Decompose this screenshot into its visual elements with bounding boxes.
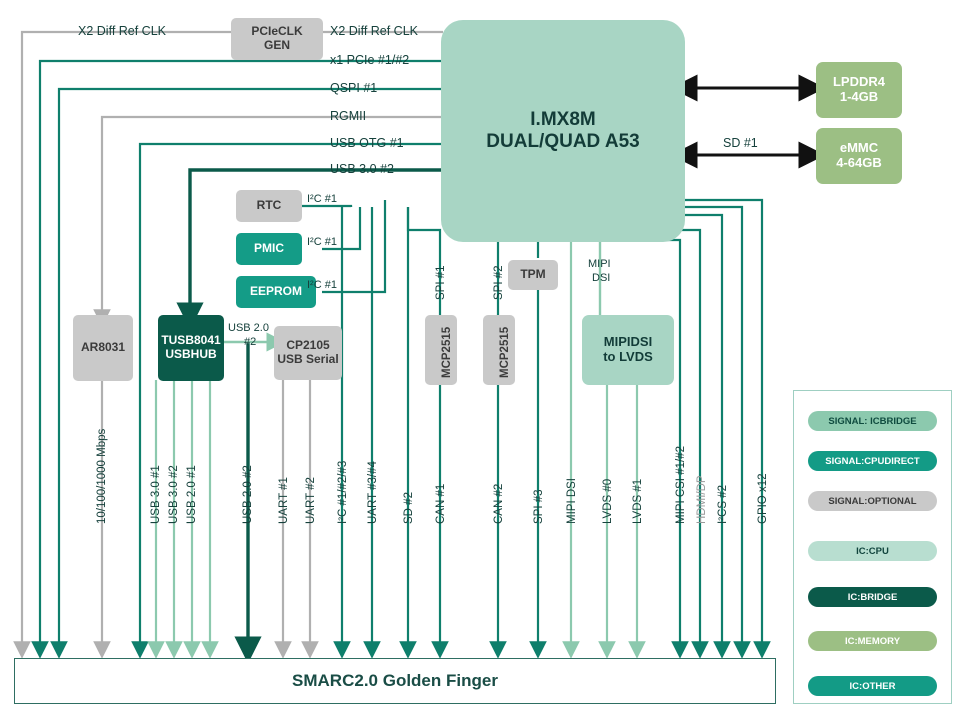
bottom-label-mipi-dsi: MIPI DSI <box>566 477 578 524</box>
block-pmic <box>236 233 302 265</box>
label-usb20-2-line1: USB 2.0 <box>228 322 269 334</box>
golden-finger-connector <box>14 658 776 704</box>
mipidsi-line2: to LVDS <box>603 349 653 364</box>
bottom-label-uart2: UART #2 <box>305 477 317 524</box>
block-tusb8041-usbhub <box>158 315 224 381</box>
tusb-line1: TUSB8041 <box>161 333 221 348</box>
legend-label: IC:OTHER <box>849 680 896 692</box>
label-spi2: SPI #2 <box>493 265 505 300</box>
label-x2-diff-ref-clk-left: X2 Diff Ref CLK <box>78 24 167 38</box>
bottom-label-gpio: GPIO x12 <box>757 473 769 524</box>
bottom-label-i2c-bus: I²C #1/#2/#3 <box>337 460 349 524</box>
legend-label: SIGNAL: ICBRIDGE <box>828 415 917 427</box>
lpddr4-line2: 1-4GB <box>839 89 879 104</box>
label-i2c-eeprom: I²C #1 <box>307 279 337 291</box>
eeprom-label: EEPROM <box>249 284 302 299</box>
block-mipidsi-to-lvds <box>582 315 674 385</box>
bottom-label-can2: CAN #2 <box>493 483 505 524</box>
label-mipi-dsi-line2: DSI <box>592 272 611 284</box>
tusb-line2: USBHUB <box>165 347 217 361</box>
legend-label: SIGNAL:OPTIONAL <box>828 495 917 507</box>
bottom-label-ethernet: 10/100/1000 Mbps <box>96 428 108 524</box>
block-cp2105-usb-serial <box>274 326 342 380</box>
label-i2c-pmic: I²C #1 <box>307 236 337 248</box>
cpu-label-line2: DUAL/QUAD A53 <box>486 131 640 152</box>
legend-item-ic-cpu <box>808 541 937 561</box>
bottom-label-uart1: UART #1 <box>278 477 290 524</box>
bottom-label-spi3: SPI #3 <box>533 489 545 524</box>
legend-item-ic-memory <box>808 631 937 651</box>
golden-finger-label: SMARC2.0 Golden Finger <box>292 671 498 690</box>
legend-item-signal-cpudirect <box>808 451 937 471</box>
legend-label: IC:MEMORY <box>844 635 901 647</box>
ar8031-label: AR8031 <box>80 340 126 355</box>
cp2105-line1: CP2105 <box>286 338 330 353</box>
lpddr4-line1: LPDDR4 <box>832 74 885 90</box>
legend-item-signal-optional <box>808 491 937 511</box>
emmc-line2: 4-64GB <box>836 155 882 170</box>
block-imx8m <box>441 20 685 242</box>
legend-item-signal-icbridge <box>808 411 937 431</box>
legend-item-ic-other <box>808 676 937 696</box>
block-eeprom <box>236 276 316 308</box>
pcieclk-line1: PCIeCLK <box>251 24 303 39</box>
block-mcp2515-a <box>425 315 457 385</box>
legend-label: IC:CPU <box>856 545 889 557</box>
label-rgmii: RGMII <box>330 109 367 123</box>
label-usb20-2-line2: #2 <box>244 336 257 348</box>
block-mcp2515-b <box>483 315 515 385</box>
block-rtc <box>236 190 302 222</box>
bottom-label-mipi-csi: MIPI CSI #1/#2 <box>675 446 687 524</box>
legend-label: IC:BRIDGE <box>847 591 898 603</box>
label-x2-diff-ref-clk-right: X2 Diff Ref CLK <box>330 24 419 38</box>
bottom-label-uart34: UART #3/#4 <box>367 461 379 524</box>
block-lpddr4 <box>816 62 902 118</box>
mipidsi-line1: MIPIDSI <box>603 334 653 350</box>
cp2105-line2: USB Serial <box>277 352 339 366</box>
bottom-label-i2cs2: I²CS #2 <box>717 485 729 524</box>
bottom-label-usb20-2: USB 2.0 #2 <box>242 465 254 524</box>
pcieclk-line2: GEN <box>263 38 290 52</box>
label-spi1: SPI #1 <box>435 265 447 300</box>
rtc-label: RTC <box>256 198 282 213</box>
emmc-line1: eMMC <box>839 140 879 156</box>
cpu-label-line1: I.MX8M <box>530 109 596 131</box>
bottom-label-lvds0: LVDS #0 <box>602 478 614 524</box>
pmic-label: PMIC <box>254 241 284 256</box>
block-tpm <box>508 260 558 290</box>
bottom-label-can1: CAN #1 <box>435 483 447 524</box>
label-i2c-rtc: I²C #1 <box>307 193 337 205</box>
bottom-label-usb20-1: USB 2.0 #1 <box>186 465 198 524</box>
label-pcie: x1 PCIe #1/#2 <box>330 53 410 67</box>
legend-item-ic-bridge <box>808 587 937 607</box>
bottom-label-usb30-1: USB 3.0 #1 <box>150 465 162 524</box>
label-qspi: QSPI #1 <box>330 81 378 95</box>
legend-panel <box>793 390 952 704</box>
block-emmc <box>816 128 902 184</box>
block-ar8031 <box>73 315 133 381</box>
tpm-label: TPM <box>520 267 546 282</box>
label-sd1: SD #1 <box>723 136 758 150</box>
bottom-label-lvds1: LVDS #1 <box>632 478 644 524</box>
bottom-label-usb30-2: USB 3.0 #2 <box>168 465 180 524</box>
label-mipi-dsi-line1: MIPI <box>588 258 611 270</box>
bottom-label-sd2: SD #2 <box>403 492 415 524</box>
bottom-label-hdmi-dp: HDMI/DP <box>696 475 708 524</box>
label-usb-otg: USB OTG #1 <box>330 136 404 150</box>
block-pcieclk-gen <box>231 18 323 60</box>
legend-label: SIGNAL:CPUDIRECT <box>825 455 920 467</box>
mcp2515-b-label: MCP2515 <box>499 326 511 378</box>
mcp2515-a-label: MCP2515 <box>441 326 453 378</box>
label-usb30-2: USB 3.0 #2 <box>330 162 394 176</box>
